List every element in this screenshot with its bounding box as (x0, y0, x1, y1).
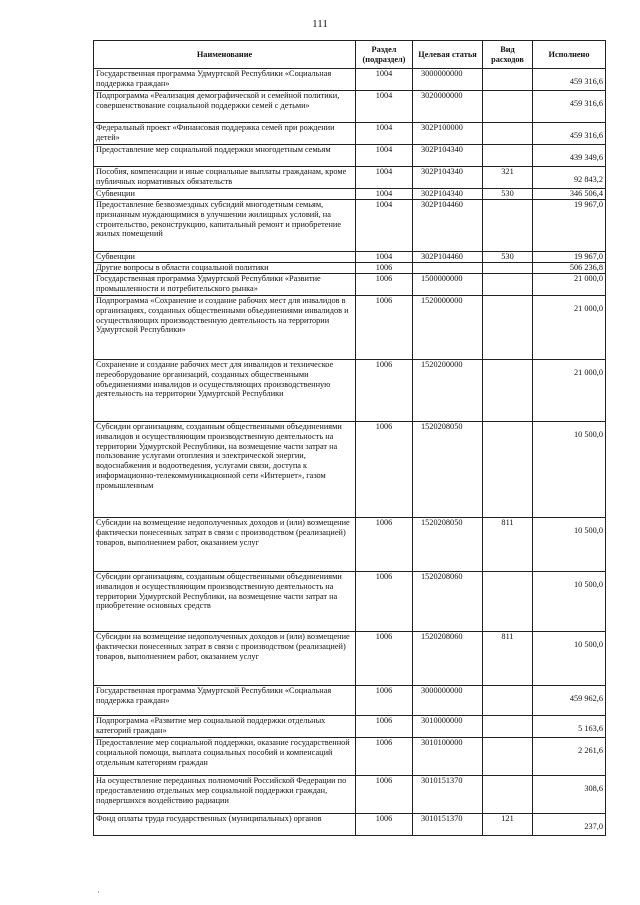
row-name: Государственная программа Удмуртской Республики «Социальная поддержка граждан» (94, 686, 356, 716)
row-done (533, 518, 606, 572)
table-row (94, 69, 606, 91)
row-target: 1500000000 (413, 274, 483, 296)
row-section: 1006 (356, 738, 413, 776)
row-name: Пособия, компенсации и иные социальные выплаты гражданам, кроме публичных нормативных обязательств (94, 167, 356, 189)
row-done (533, 252, 606, 263)
row-done-value: 308,6 (584, 784, 603, 793)
row-name: Субсидии организациям, созданным общественными объединениями инвалидов и осуществляющим производственную деятельность на территории Удмуртской Республики, на возмещение части затрат на приобретение основных средств (94, 572, 356, 632)
table-row (94, 189, 606, 200)
row-section: 1006 (356, 572, 413, 632)
row-name: Фонд оплаты труда государственных (муниципальных) органов (94, 814, 356, 836)
table-row (94, 572, 606, 632)
row-section: 1006 (356, 518, 413, 572)
row-target (413, 263, 483, 274)
row-done-value: 21 000,0 (573, 304, 603, 313)
row-done-value: 19 967,0 (573, 252, 603, 261)
row-done-value: 439 349,6 (569, 153, 603, 162)
row-target: 3000000000 (413, 69, 483, 91)
row-section: 1004 (356, 91, 413, 123)
row-target: 1520200000 (413, 360, 483, 422)
table-row (94, 145, 606, 167)
row-done (533, 632, 606, 686)
row-target: 1520000000 (413, 296, 483, 360)
page-number: 111 (312, 18, 328, 30)
row-done-value: 92 843,2 (573, 175, 603, 184)
table-row (94, 686, 606, 716)
row-expense (483, 686, 533, 716)
row-section: 1006 (356, 296, 413, 360)
row-expense (483, 572, 533, 632)
row-done (533, 263, 606, 274)
row-name: Предоставление безвозмездных субсидий многодетным семьям, признанным нуждающимися в улучшении жилищных условий, на строительство, реконструкцию, капитальный ремонт и приобретение жилых помещений (94, 200, 356, 252)
row-target: 302P104340 (413, 167, 483, 189)
table-body (94, 69, 606, 836)
budget-table (93, 40, 606, 836)
table-row (94, 632, 606, 686)
table-row (94, 91, 606, 123)
table-row (94, 167, 606, 189)
row-expense (483, 200, 533, 252)
row-done-value: 506 236,8 (569, 263, 603, 272)
row-done-value: 459 316,6 (569, 131, 603, 140)
row-done-value: 21 000,0 (573, 274, 603, 283)
row-done (533, 814, 606, 836)
row-expense: 121 (483, 814, 533, 836)
row-done (533, 572, 606, 632)
row-section: 1006 (356, 776, 413, 814)
row-expense (483, 296, 533, 360)
row-done-value: 10 500,0 (573, 430, 603, 439)
row-name: Субсидии на возмещение недополученных доходов и (или) возмещение фактически понесенных затрат в связи с производством (реализацией) товаров, выполнением работ, оказанием услуг (94, 518, 356, 572)
row-section: 1004 (356, 189, 413, 200)
row-expense (483, 69, 533, 91)
header-done: Исполнено (533, 41, 606, 69)
row-name: Подпрограмма «Реализация демографической и семейной политики, совершенствование социальной поддержки семей с детьми» (94, 91, 356, 123)
row-done (533, 200, 606, 252)
row-target: 302P104460 (413, 200, 483, 252)
row-section: 1006 (356, 632, 413, 686)
row-done (533, 123, 606, 145)
row-expense (483, 91, 533, 123)
row-done (533, 145, 606, 167)
row-expense (483, 123, 533, 145)
row-target: 302P104340 (413, 145, 483, 167)
table-row (94, 123, 606, 145)
table-row (94, 200, 606, 252)
row-name: Другие вопросы в области социальной политики (94, 263, 356, 274)
row-name: Подпрограмма «Сохранение и создание рабочих мест для инвалидов в организациях, созданных общественными объединениями инвалидов и осуществляющих производственную деятельность на территории Удмуртской Республики» (94, 296, 356, 360)
row-name: Государственная программа Удмуртской Республики «Социальная поддержка граждан» (94, 69, 356, 91)
table-row (94, 296, 606, 360)
table-row (94, 738, 606, 776)
row-name: Государственная программа Удмуртской Республики «Развитие промышленности и потребительского рынка» (94, 274, 356, 296)
row-expense (483, 716, 533, 738)
row-section: 1004 (356, 69, 413, 91)
row-target: 3010151370 (413, 814, 483, 836)
row-name: Субвенции (94, 252, 356, 263)
row-section: 1004 (356, 145, 413, 167)
row-target: 1520208050 (413, 518, 483, 572)
row-name: Подпрограмма «Развитие мер социальной поддержки отдельных категорий граждан» (94, 716, 356, 738)
row-done (533, 716, 606, 738)
row-expense (483, 274, 533, 296)
table-row (94, 263, 606, 274)
row-section: 1004 (356, 200, 413, 252)
row-section: 1006 (356, 686, 413, 716)
row-target: 302P104460 (413, 252, 483, 263)
row-section: 1006 (356, 360, 413, 422)
row-done-value: 459 962,6 (569, 694, 603, 703)
row-name: Предоставление мер социальной поддержки многодетным семьям (94, 145, 356, 167)
row-target: 3010100000 (413, 738, 483, 776)
row-target: 1520208050 (413, 422, 483, 518)
row-done (533, 189, 606, 200)
header-target: Целевая статья (413, 41, 483, 69)
table-row (94, 274, 606, 296)
row-done (533, 167, 606, 189)
row-done-value: 459 316,6 (569, 77, 603, 86)
row-section: 1004 (356, 123, 413, 145)
row-expense: 811 (483, 632, 533, 686)
row-section: 1006 (356, 814, 413, 836)
table-row (94, 422, 606, 518)
row-target: 1520208060 (413, 632, 483, 686)
row-section: 1004 (356, 252, 413, 263)
row-target: 3000000000 (413, 686, 483, 716)
row-section: 1006 (356, 422, 413, 518)
row-done-value: 10 500,0 (573, 640, 603, 649)
table-row (94, 814, 606, 836)
row-section: 1006 (356, 716, 413, 738)
table-row (94, 776, 606, 814)
row-done-value: 21 000,0 (573, 368, 603, 377)
table-row (94, 252, 606, 263)
row-expense: 530 (483, 252, 533, 263)
row-done (533, 686, 606, 716)
row-name: Субсидии организациям, созданным общественными объединениями инвалидов и осуществляющим производственную деятельность на территории Удмуртской Республики, на возмещение части затрат на пользование услугами отопления и электрической энергии, водоснабжения и водоотведения, услугами связи, доступа к информационно-телекоммуникационной сети «Интернет», газом промышленным (94, 422, 356, 518)
row-expense (483, 422, 533, 518)
row-done-value: 237,0 (584, 822, 603, 831)
row-done (533, 296, 606, 360)
table-row (94, 360, 606, 422)
row-expense: 811 (483, 518, 533, 572)
row-section: 1006 (356, 263, 413, 274)
row-done (533, 360, 606, 422)
row-name: Предоставление мер социальной поддержки, оказание государственной социальной помощи, выплата социальных пособий и компенсаций отдельным категориям граждан (94, 738, 356, 776)
row-expense (483, 263, 533, 274)
row-expense (483, 776, 533, 814)
row-expense (483, 145, 533, 167)
header-name: Наименование (94, 41, 356, 69)
header-expense: Вид расходов (483, 41, 533, 69)
row-name: Сохранение и создание рабочих мест для инвалидов и техническое переоборудование организаций, созданных общественными объединениями инвалидов и осуществляющих производственную деятельность на территории Удмуртской Республики (94, 360, 356, 422)
row-name: На осуществление переданных полномочий Российской Федерации по предоставлению отдельных мер социальной поддержки граждан, подвергшихся воздействию радиации (94, 776, 356, 814)
row-name: Субсидии на возмещение недополученных доходов и (или) возмещение фактически понесенных затрат в связи с производством (реализацией) товаров, выполнением работ, оказанием услуг (94, 632, 356, 686)
row-target: 1520208060 (413, 572, 483, 632)
header-section: Раздел (подраздел) (356, 41, 413, 69)
row-done-value: 10 500,0 (573, 526, 603, 535)
row-target: 302P104340 (413, 189, 483, 200)
row-done-value: 2 261,6 (578, 746, 603, 755)
row-target: 302P100000 (413, 123, 483, 145)
row-name: Субвенции (94, 189, 356, 200)
row-done (533, 738, 606, 776)
row-expense: 530 (483, 189, 533, 200)
row-section: 1006 (356, 274, 413, 296)
row-done (533, 776, 606, 814)
row-done-value: 10 500,0 (573, 580, 603, 589)
row-target: 3020000000 (413, 91, 483, 123)
table-row (94, 518, 606, 572)
row-done (533, 91, 606, 123)
row-done-value: 5 163,6 (578, 724, 603, 733)
row-done (533, 274, 606, 296)
row-target: 3010000000 (413, 716, 483, 738)
row-expense (483, 738, 533, 776)
row-expense: 321 (483, 167, 533, 189)
row-done-value: 346 506,4 (569, 189, 603, 198)
row-expense (483, 360, 533, 422)
row-target: 3010151370 (413, 776, 483, 814)
row-done-value: 19 967,0 (573, 200, 603, 209)
table-row (94, 716, 606, 738)
footer-mark: · (97, 887, 100, 897)
row-section: 1004 (356, 167, 413, 189)
row-done (533, 422, 606, 518)
row-name: Федеральный проект «Финансовая поддержка семей при рождении детей» (94, 123, 356, 145)
row-done-value: 459 316,6 (569, 99, 603, 108)
row-done (533, 69, 606, 91)
